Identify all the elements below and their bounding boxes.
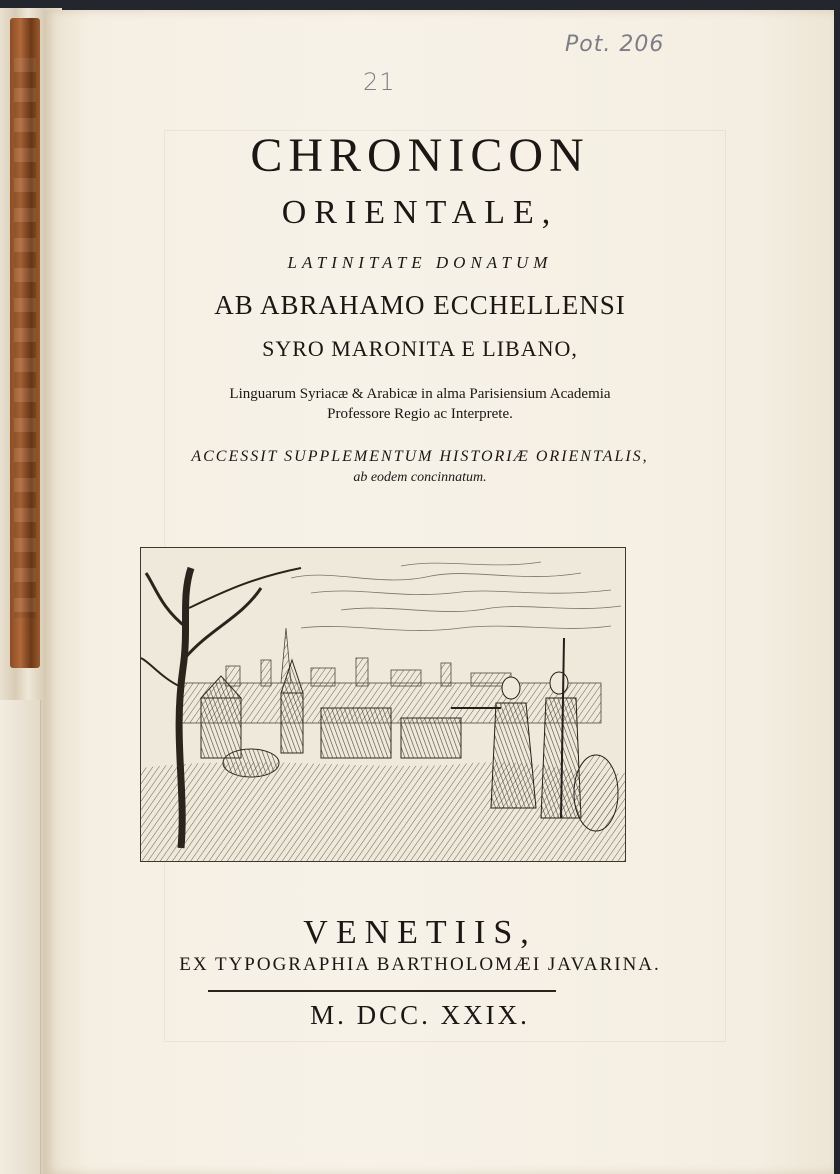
credentials-line-1: Linguarum Syriacæ & Arabicæ in alma Parisiensium Academia: [229, 386, 611, 402]
engraved-illustration: [140, 547, 626, 862]
handwritten-shelfmark: Pot. 206: [565, 32, 665, 57]
supplement-line: ACCESSIT SUPPLEMENTUM HISTORIÆ ORIENTALIS,: [191, 448, 649, 465]
author-line: AB ABRAHAMO ECCHELLENSI: [214, 290, 626, 320]
imprint-printer: EX TYPOGRAPHIA BARTHOLOMÆI JAVARINA.: [179, 954, 661, 975]
imprint-rule: [208, 990, 556, 992]
translated-line: LATINITATE DONATUM: [287, 253, 553, 272]
credentials: [0, 384, 840, 424]
origin-line: SYRO MARONITA E LIBANO,: [262, 336, 578, 361]
handwritten-folio-number: 21: [363, 68, 396, 96]
engraving-clouds: [291, 562, 621, 631]
imprint-year: M. DCC. XXIX.: [310, 1000, 530, 1030]
supplement-subline: ab eodem concinnatum.: [353, 470, 487, 485]
title-line-1: CHRONICON: [250, 129, 590, 182]
imprint-place: VENETIIS,: [303, 914, 537, 951]
credentials-line-2: Professore Regio ac Interprete.: [327, 406, 513, 422]
title-line-2: ORIENTALE,: [281, 194, 559, 231]
